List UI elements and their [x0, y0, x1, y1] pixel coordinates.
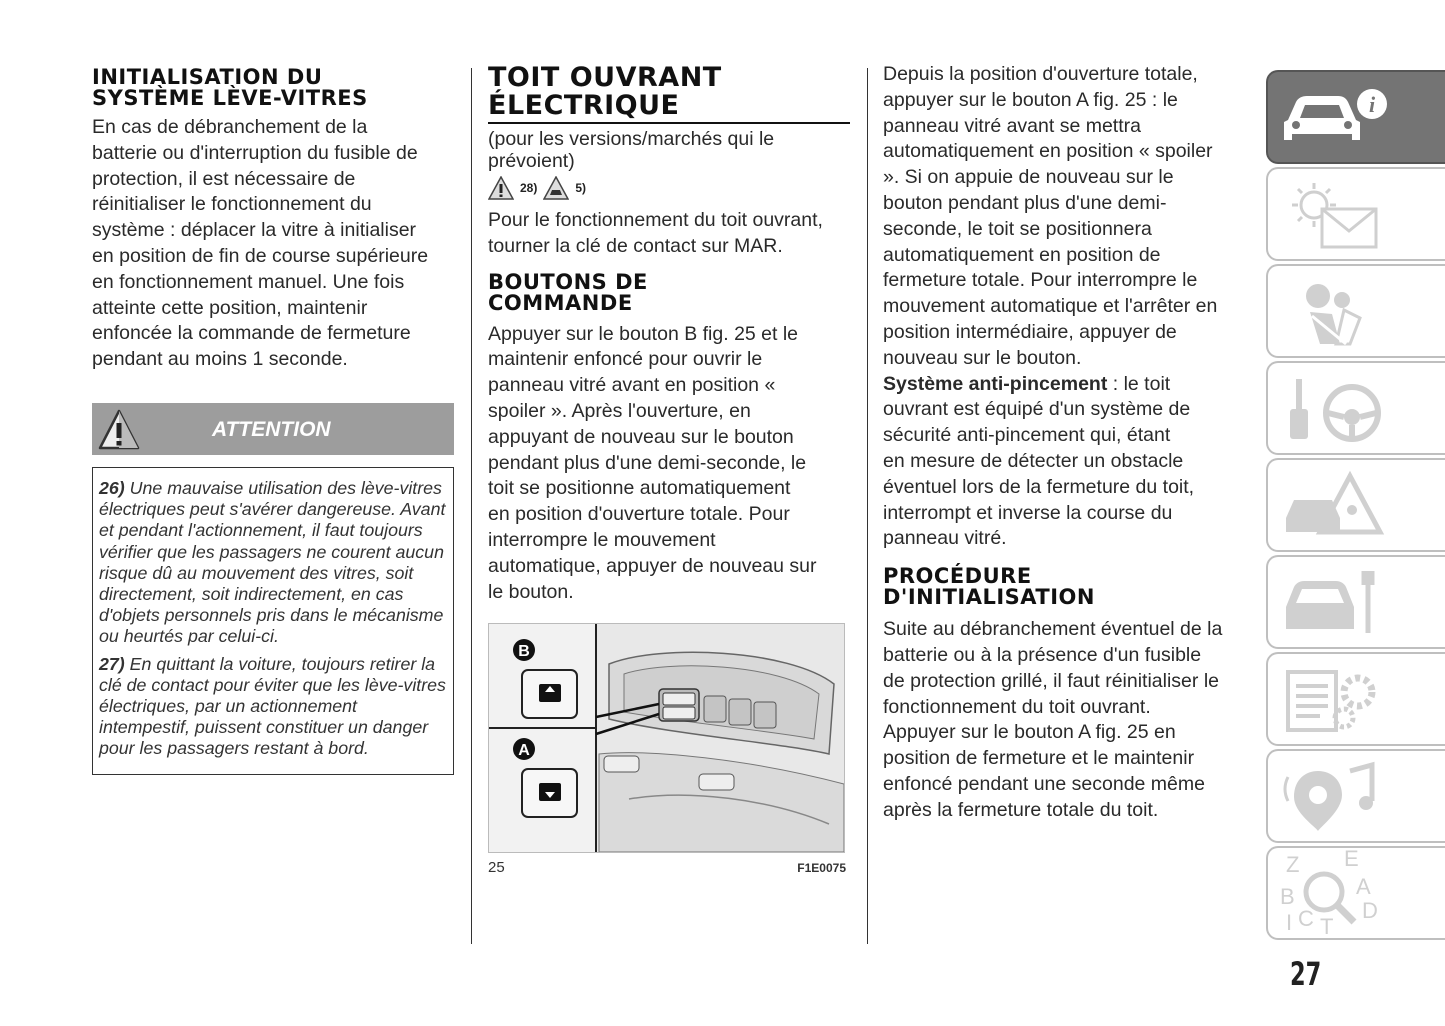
text-line: atteinte cette position, maintenir	[92, 296, 368, 319]
car-info-icon	[1280, 78, 1400, 158]
text-line: automatique, appuyer de nouveau sur	[488, 554, 817, 577]
figure-caption	[488, 859, 846, 876]
text-line: enfoncé pendant une seconde même	[883, 772, 1205, 795]
text-line: en mesure de détecter un obstacle	[883, 449, 1184, 472]
sunroof-control-illustration	[489, 624, 844, 852]
car-triangle-small-icon	[543, 176, 569, 200]
column-left	[92, 62, 454, 775]
section-heading-window-init: INITIALISATION DU SYSTÈME LÈVE-VITRES	[92, 65, 368, 110]
text-line: fonctionnement du toit ouvrant.	[883, 695, 1151, 718]
tab-maintenance[interactable]	[1266, 555, 1445, 649]
text-line: Appuyer sur le bouton B fig. 25 et le	[488, 322, 799, 345]
text-line: le bouton.	[488, 580, 574, 603]
text-line: système : déplacer la vitre à initialiser	[92, 219, 417, 242]
text-line: maintenir enfoncé pour ouvrir le	[488, 348, 763, 371]
page-number: 27	[1290, 955, 1322, 993]
text-line: automatiquement en position de	[883, 243, 1161, 266]
note-27	[99, 654, 447, 760]
text-line: tourner la clé de contact sur MAR.	[488, 234, 783, 257]
text-line: mouvement automatique et l'arrêter en	[883, 295, 1218, 318]
reference-number: 5)	[575, 181, 587, 195]
label-b: B	[518, 643, 530, 661]
svg-text:i: i	[1368, 92, 1376, 117]
text-line: en fonctionnement manuel. Une fois	[92, 270, 405, 293]
tab-safety[interactable]	[1266, 264, 1445, 358]
column-middle	[488, 62, 850, 876]
warning-small-icon	[488, 176, 514, 200]
reference-icons	[488, 176, 850, 200]
text-line: appuyant de nouveau sur le bouton	[488, 425, 794, 448]
anti-pinch-paragraph	[883, 372, 1243, 553]
tab-knowing-your-car[interactable]	[1266, 70, 1445, 164]
text-line: toit se positionne automatiquement	[488, 477, 791, 500]
column-divider-2	[867, 68, 868, 944]
figure-sunroof-buttons	[488, 623, 845, 853]
letter-z: Z	[1286, 852, 1300, 877]
text-line: Appuyer sur le bouton A fig. 25 en	[883, 721, 1176, 744]
note-text: Une mauvaise utilisation des lève-vitres électriques peut s'avérer dangereuse. Avant et pendant l'actionnement, il faut toujours vérifier que les passagers ne courent aucun risque dû au mouvement des vitres, soit directement, soit indirectement, en cas d'objets personnels pris dans le mécanisme ou heurtés par celui-ci.	[99, 477, 446, 647]
warning-triangle-icon	[97, 408, 141, 452]
init-procedure-paragraph	[883, 617, 1243, 823]
column-divider-1	[471, 68, 472, 944]
figure-number: 25	[488, 859, 505, 877]
letter-i: I	[1286, 910, 1293, 935]
letter-c: C	[1298, 906, 1314, 931]
tab-dashboard[interactable]	[1266, 167, 1445, 261]
text-line: batterie ou d'interruption du fusible de	[92, 141, 418, 164]
subtitle-line: (pour les versions/marchés qui le	[488, 128, 775, 150]
note-number: 27)	[99, 653, 125, 674]
text-line: En cas de débranchement de la	[92, 116, 368, 138]
text-line: automatiquement en position « spoiler	[883, 140, 1213, 163]
tab-starting-driving[interactable]	[1266, 361, 1445, 455]
window-init-paragraph	[92, 115, 454, 373]
column-right	[883, 62, 1243, 824]
note-26	[99, 478, 447, 648]
letter-t: T	[1320, 914, 1334, 938]
tab-emergency[interactable]	[1266, 458, 1445, 552]
text-line: panneau vitré avant se mettra	[883, 114, 1141, 137]
text-line: après la fermeture totale du toit.	[883, 798, 1159, 821]
text-line: seconde, le toit se positionnera	[883, 217, 1152, 240]
anti-pinch-label: Système anti-pincement	[883, 372, 1108, 395]
tab-index[interactable]	[1266, 846, 1445, 940]
buttons-paragraph	[488, 322, 850, 606]
text-line: appuyer sur le bouton A fig. 25 : le	[883, 88, 1178, 111]
label-a: A	[518, 742, 530, 760]
letter-a: A	[1356, 874, 1371, 899]
text-line: enfoncée la commande de fermeture	[92, 322, 411, 345]
reference-number: 28)	[520, 181, 538, 195]
tab-technical-data[interactable]	[1266, 652, 1445, 746]
total-opening-paragraph	[883, 62, 1243, 372]
subtitle-line: prévoient)	[488, 150, 575, 172]
specs-gear-icon	[1280, 660, 1400, 740]
text-line: sécurité anti-pincement qui, étant	[883, 424, 1171, 447]
text-line: spoiler ». Après l'ouverture, en	[488, 399, 751, 422]
text-line: protection, il est nécessaire de	[92, 167, 356, 190]
text-line: bouton pendant plus d'une demi-	[883, 191, 1167, 214]
section-heading-buttons: BOUTONS DE COMMANDE	[488, 269, 648, 315]
text-line: interrompre le mouvement	[488, 528, 716, 551]
attention-label: ATTENTION	[212, 417, 331, 441]
text-line: pendant plus d'une demi-seconde, le	[488, 451, 807, 474]
letter-d: D	[1362, 898, 1378, 923]
text-line: Suite au débranchement éventuel de la	[883, 618, 1223, 641]
text-line	[883, 372, 1243, 398]
text-line: nouveau sur le bouton.	[883, 346, 1082, 369]
text-line: interrompt et inverse la course du	[883, 501, 1173, 524]
text-line: réinitialiser le fonctionnement du	[92, 193, 372, 216]
text-line: panneau vitré.	[883, 527, 1007, 550]
warning-notes-box	[92, 467, 454, 775]
car-service-icon	[1280, 563, 1400, 643]
text-line: en position de fin de course supérieure	[92, 244, 429, 267]
note-text: En quittant la voiture, toujours retirer la clé de contact pour éviter que les lève-vitres électriques, par un actionnement intempestif, puissent constituer un danger pour les passagers restant à bord.	[99, 653, 446, 759]
text-line: ouvrant est équipé d'un système de	[883, 398, 1191, 421]
text-fragment: : le toit	[1107, 372, 1171, 395]
alphabetical-index-icon	[1276, 848, 1406, 938]
tab-multimedia[interactable]	[1266, 749, 1445, 843]
text-line: éventuel lors de la fermeture du toit,	[883, 475, 1195, 498]
key-steering-icon	[1280, 369, 1400, 449]
text-line: panneau vitré avant en position «	[488, 374, 776, 397]
page-title: TOIT OUVRANT ÉLECTRIQUE	[488, 64, 850, 124]
attention-banner	[92, 403, 454, 455]
text-line: fermeture totale. Pour interrompre le	[883, 269, 1198, 292]
text-line: position intermédiaire, appuyer de	[883, 320, 1177, 343]
text-line: Depuis la position d'ouverture totale,	[883, 63, 1198, 85]
text-line: batterie ou à la présence d'un fusible	[883, 643, 1202, 666]
emergency-icon	[1280, 466, 1400, 546]
text-line: Pour le fonctionnement du toit ouvrant,	[488, 209, 823, 231]
letter-e: E	[1344, 848, 1359, 871]
text-line: ». Si on appuie de nouveau sur le	[883, 166, 1174, 189]
text-line: en position d'ouverture totale. Pour	[488, 503, 790, 526]
figure-code: F1E0075	[797, 861, 846, 876]
text-line: position de fermeture et le maintenir	[883, 747, 1195, 770]
multimedia-icon	[1280, 757, 1400, 837]
note-number: 26)	[99, 477, 125, 498]
section-heading-init-procedure: PROCÉDURE D'INITIALISATION	[883, 564, 1095, 610]
airbag-seat-icon	[1280, 272, 1400, 352]
warning-lights-icon	[1280, 175, 1400, 255]
text-line: pendant au moins 1 seconde.	[92, 348, 348, 371]
text-line: de protection grillé, il faut réinitialiser le	[883, 669, 1219, 692]
letter-b: B	[1280, 884, 1295, 909]
